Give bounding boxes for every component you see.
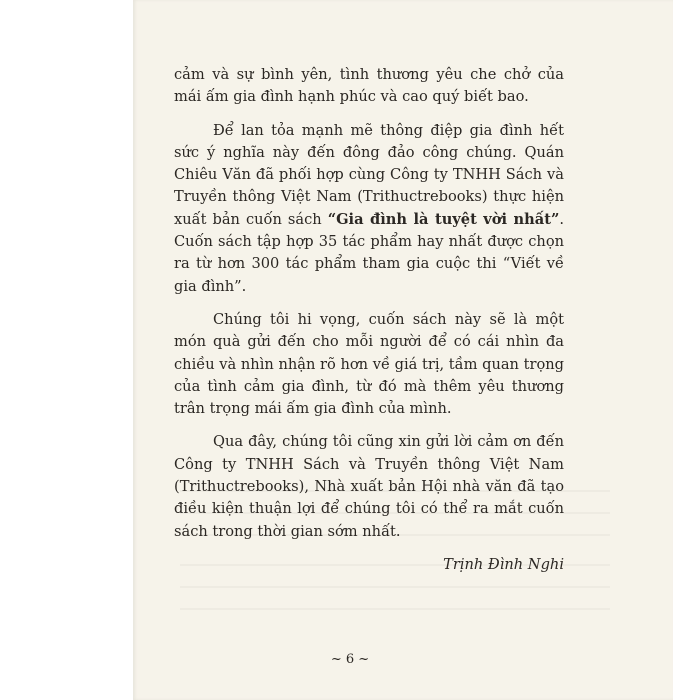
paragraph-book-announcement xyxy=(174,120,564,298)
paragraph-text: cảm và sự bình yên, tình thương yêu che chở của mái ấm gia đình hạnh phúc và cao quý biết bao. xyxy=(174,66,564,106)
paragraph-text: . Cuốn sách tập hợp 35 tác phẩm hay nhất được chọn ra từ hơn 300 tác phẩm tham gia cuộc thi “Viết về gia đình”. xyxy=(174,210,564,295)
page-number: ~ 6 ~ xyxy=(330,652,370,667)
body-text xyxy=(174,64,564,576)
show-through-line xyxy=(180,586,610,588)
outer-margin-right xyxy=(673,0,700,700)
paragraph-hope xyxy=(174,309,564,420)
outer-margin-left xyxy=(0,0,133,700)
paragraph-text: Qua đây, chúng tôi cũng xin gửi lời cảm ơn đến Công ty TNHH Sách và Truyền thông Việt Nam (Trithuctrebooks), Nhà xuất bản Hội nhà văn đã tạo điều kiện thuận lợi để chúng tôi có thể ra mắt cuốn sách trong thời gian sớm nhất. xyxy=(174,433,564,540)
author-signature: Trịnh Đình Nghi xyxy=(443,555,564,573)
paragraph-text: Chúng tôi hi vọng, cuốn sách này sẽ là một món quà gửi đến cho mỗi người để có cái nhìn đa chiều và nhìn nhận rõ hơn về giá trị, tầm quan trọng của tình cảm gia đình, từ đó mà thêm yêu thương trân trọng mái ấm gia đình của mình. xyxy=(174,310,564,418)
show-through-line xyxy=(180,608,610,610)
paragraph-text: Để lan tỏa mạnh mẽ thông điệp gia đình hết sức ý nghĩa này đến đông đảo công chúng. Quán Chiêu Văn đã phối hợp cùng Công ty TNHH Sách và Truyền thông Việt Nam (Trithuctrebooks) thực hiện xuất bản cuốn sách xyxy=(174,121,564,228)
paragraph-continued xyxy=(174,64,564,109)
paragraph-thanks xyxy=(174,431,564,542)
book-title: “Gia đình là tuyệt vời nhất” xyxy=(327,210,560,228)
